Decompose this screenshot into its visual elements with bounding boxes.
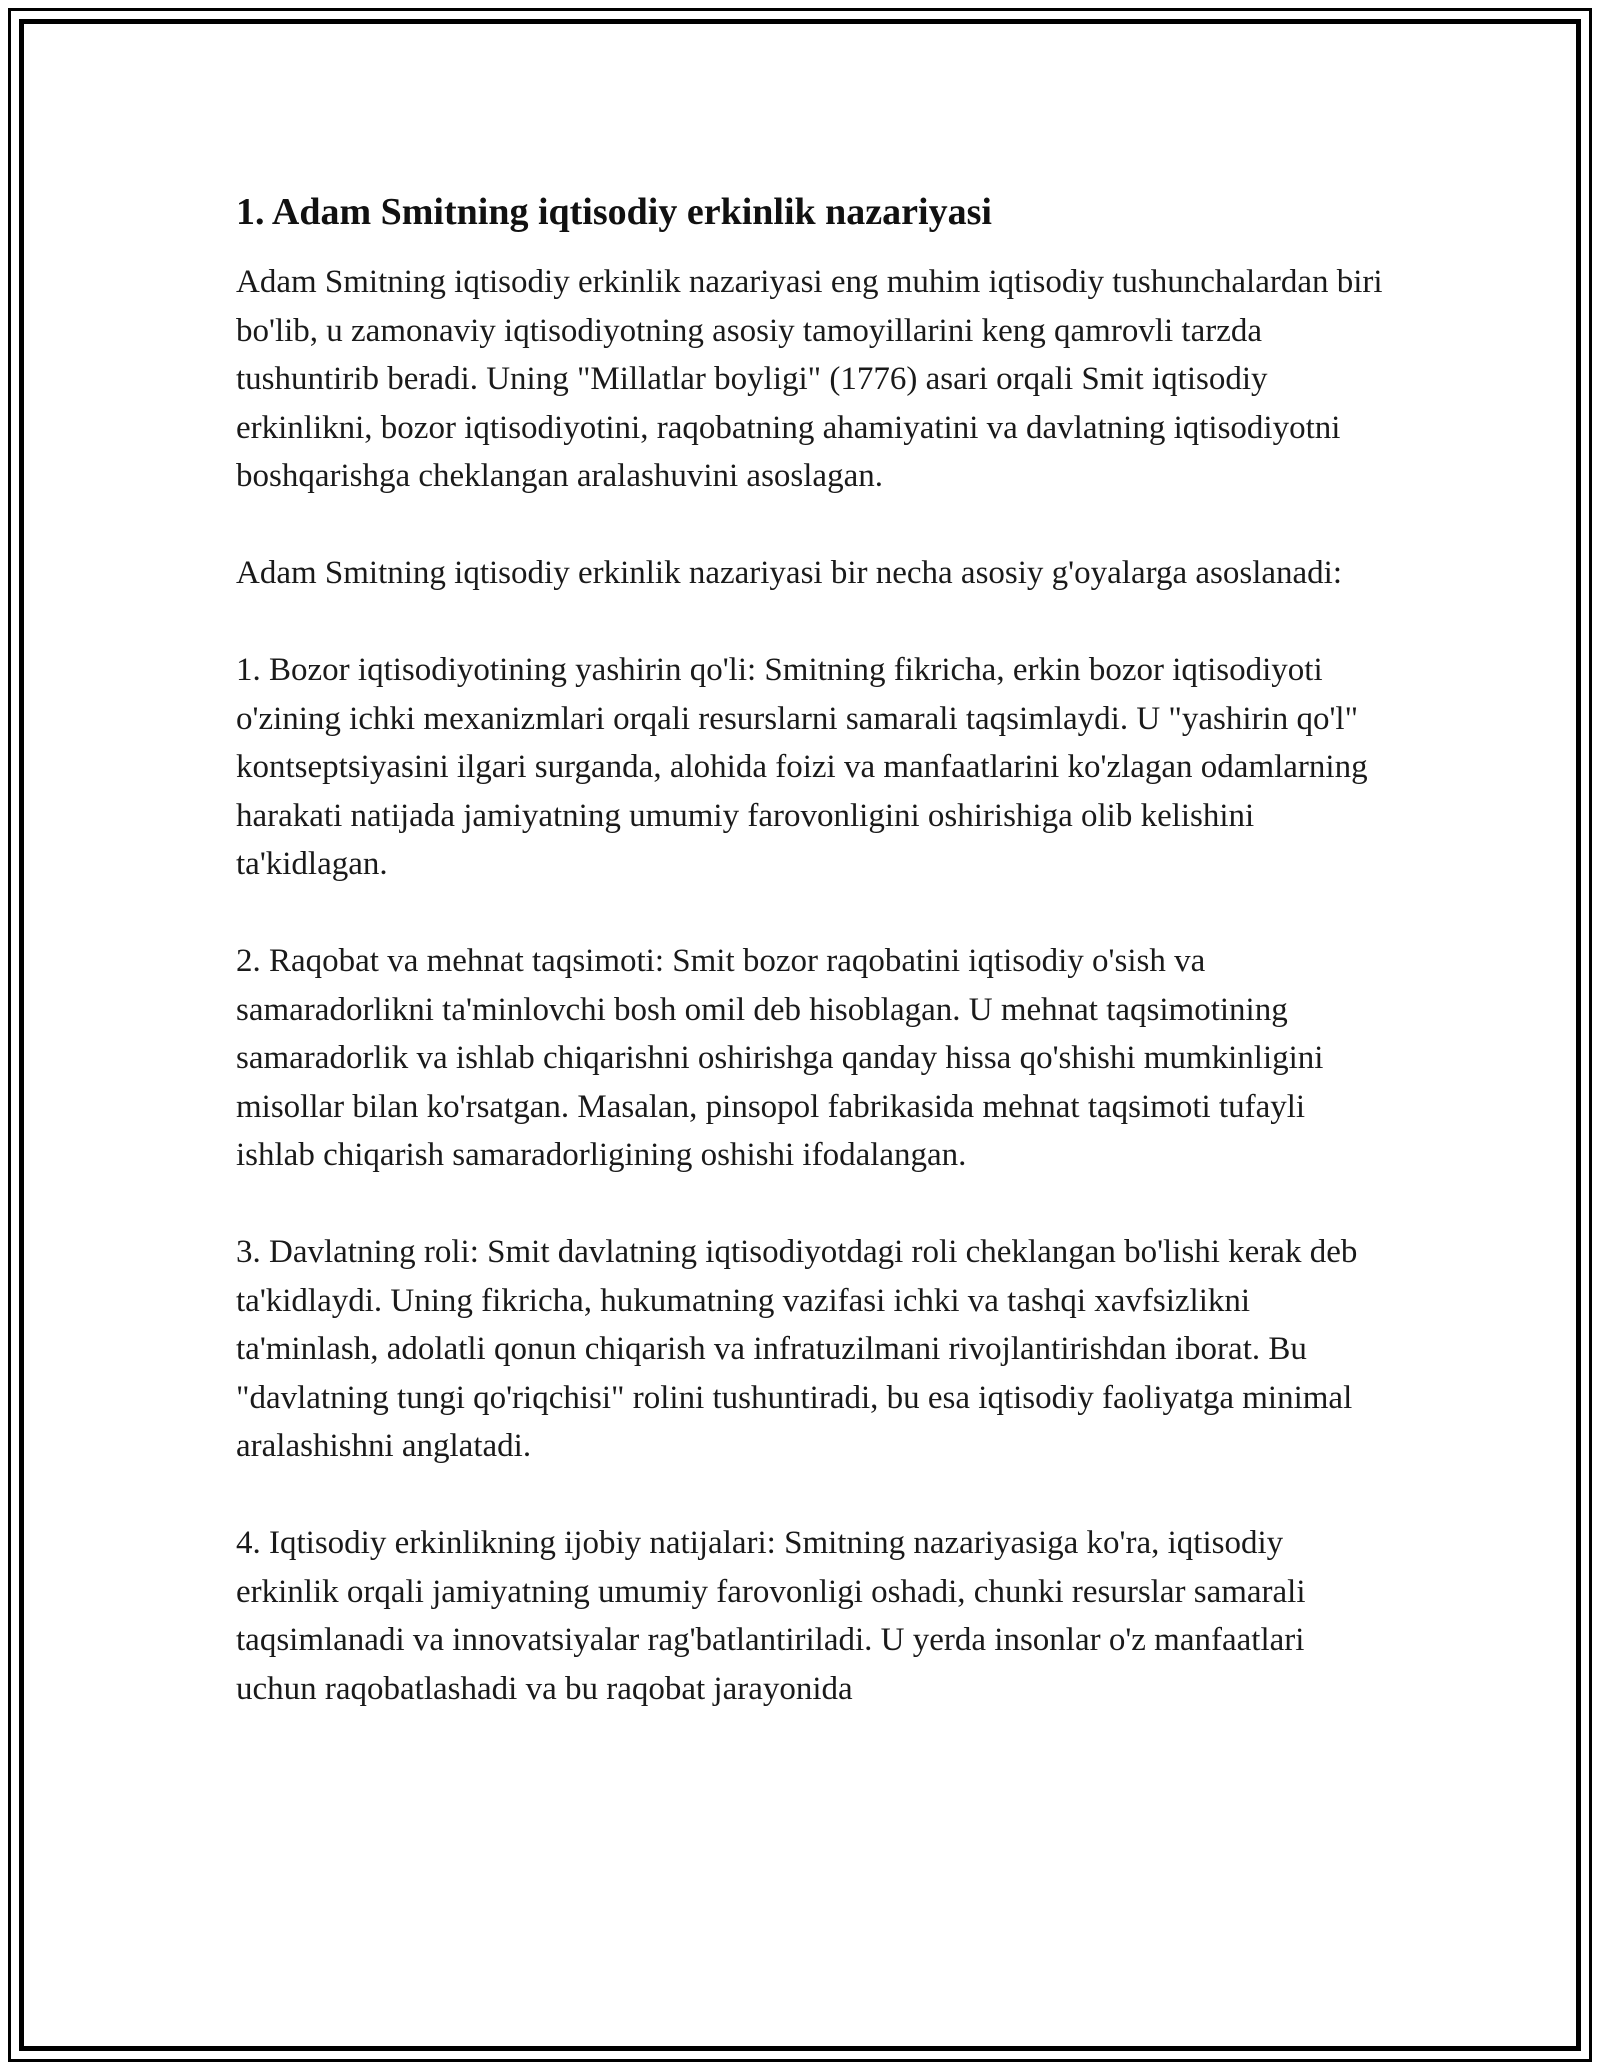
section-heading: 1. Adam Smitning iqtisodiy erkinlik nazariyasi — [236, 191, 992, 233]
paragraph-point-4: 4. Iqtisodiy erkinlikning ijobiy natijalari: Smitning nazariyasiga ko'ra, iqtisodiy erkinlik orqali jamiyatning umumiy farovonligi oshadi, chunki resurslar samarali taqsimlanadi va innovatsiyalar rag'batlantiriladi. U yerda insonlar o'z manfaatlari uchun raqobatlashadi va bu raqobat jarayonida — [236, 1525, 1306, 1707]
paragraph-point-3: 3. Davlatning roli: Smit davlatning iqtisodiyotdagi roli cheklangan bo'lishi kerak deb ta'kidlaydi. Uning fikricha, hukumatning vazifasi ichki va tashqi xavfsizlikni ta'minlash, adolatli qonun chiqarish va infratuzilmani rivojlantirishdan iborat. Bu "davlatning tungi qo'riqchisi" rolini tushuntiradi, bu esa iqtisodiy faoliyatga minimal aralashishni anglatadi. — [236, 1234, 1358, 1464]
paragraph-point-2: 2. Raqobat va mehnat taqsimoti: Smit bozor raqobatini iqtisodiy o'sish va samaradorlikni ta'minlovchi bosh omil deb hisoblagan. U mehnat taqsimotining samaradorlik va ishlab chiqarishni oshirishga qanday hissa qo'shishi mumkinligini misollar bilan ko'rsatgan. Masalan, pinsopol fabrikasida mehnat taqsimoti tufayli ishlab chiqarish samaradorligining oshishi ifodalangan. — [236, 943, 1324, 1173]
paragraph-lead-in: Adam Smitning iqtisodiy erkinlik nazariyasi bir necha asosiy g'oyalarga asoslanadi: — [236, 555, 1343, 591]
document-body — [236, 188, 1386, 1713]
paragraph-point-1: 1. Bozor iqtisodiyotining yashirin qo'li: Smitning fikricha, erkin bozor iqtisodiyoti o'zining ichki mexanizmlari orqali resurslarni samarali taqsimlaydi. U "yashirin qo'l" kontseptsiyasini ilgari surganda, alohida foizi va manfaatlarini ko'zlagan odamlarning harakati natijada jamiyatning umumiy farovonligini oshirishiga olib kelishini ta'kidlagan. — [236, 652, 1368, 882]
paragraph-intro: Adam Smitning iqtisodiy erkinlik nazariyasi eng muhim iqtisodiy tushunchalardan biri bo'lib, u zamonaviy iqtisodiyotning asosiy tamoyillarini keng qamrovli tarzda tushuntirib beradi. Uning "Millatlar boyligi" (1776) asari orqali Smit iqtisodiy erkinlikni, bozor iqtisodiyotini, raqobatning ahamiyatini va davlatning iqtisodiyotni boshqarishga cheklangan aralashuvini asoslagan. — [236, 264, 1383, 494]
